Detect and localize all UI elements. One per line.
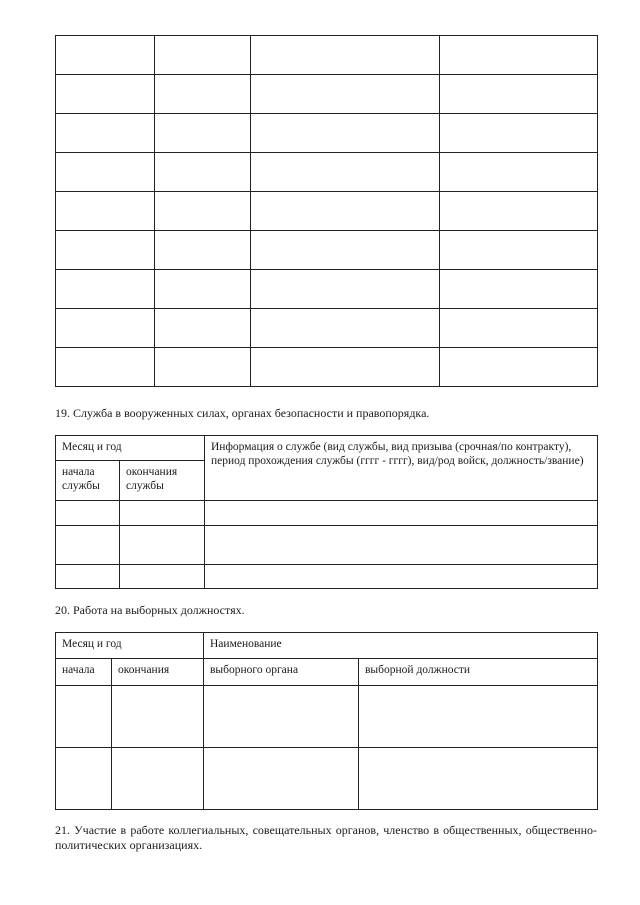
table-cell[interactable] (56, 348, 155, 387)
table-cell[interactable] (56, 231, 155, 270)
month-year-header: Месяц и год (56, 436, 205, 461)
table-cell[interactable] (56, 75, 155, 114)
table-cell[interactable] (251, 192, 440, 231)
table-cell[interactable] (440, 231, 598, 270)
section-19-title: 19. Служба в вооруженных силах, органах безопасности и правопорядка. (55, 406, 430, 420)
table-row (56, 270, 598, 309)
table-cell[interactable] (440, 348, 598, 387)
elected-position-header: выборной должности (359, 659, 598, 686)
table-cell[interactable] (251, 36, 440, 75)
elected-end-header: окончания (112, 659, 204, 686)
table-row (56, 686, 598, 748)
name-header: Наименование (204, 633, 598, 659)
table-cell[interactable] (251, 114, 440, 153)
table-cell[interactable] (440, 114, 598, 153)
military-service-table (55, 435, 598, 589)
table-row (56, 153, 598, 192)
section-21-title: 21. Участие в работе коллегиальных, совещательных органов, членство в общественных, общественно-политических организациях. (55, 823, 597, 852)
table-cell[interactable] (155, 309, 251, 348)
table-cell[interactable] (440, 153, 598, 192)
table-cell[interactable] (251, 231, 440, 270)
table-cell[interactable] (56, 309, 155, 348)
table-row (56, 348, 598, 387)
table-row (56, 501, 598, 526)
table-cell[interactable] (251, 309, 440, 348)
table-cell[interactable] (155, 75, 251, 114)
month-year-header: Месяц и год (56, 633, 204, 659)
table-row (56, 36, 598, 75)
table-cell[interactable] (56, 153, 155, 192)
table-cell[interactable] (251, 270, 440, 309)
table-row (56, 748, 598, 810)
elected-positions-table (55, 632, 598, 810)
table-cell[interactable] (155, 36, 251, 75)
table-cell[interactable] (56, 192, 155, 231)
table-cell[interactable] (56, 114, 155, 153)
service-info-header: Информация о службе (вид службы, вид призыва (срочная/по контракту), период прохождения службы (гггг - гггг), вид/род войск, должность/звание) (205, 436, 598, 501)
table-cell[interactable] (251, 348, 440, 387)
table-cell[interactable] (155, 231, 251, 270)
table-row (56, 231, 598, 270)
table-row (56, 75, 598, 114)
table-cell[interactable] (155, 114, 251, 153)
table-cell[interactable] (155, 348, 251, 387)
elected-organ-header: выборного органа (204, 659, 359, 686)
table-cell[interactable] (440, 36, 598, 75)
table-cell[interactable] (155, 192, 251, 231)
table-cell[interactable] (155, 270, 251, 309)
table-row (56, 526, 598, 565)
table-cell[interactable] (251, 153, 440, 192)
table-cell[interactable] (440, 270, 598, 309)
service-end-header: окончания службы (120, 461, 205, 501)
service-start-header: начала службы (56, 461, 120, 501)
table-cell[interactable] (251, 75, 440, 114)
table-cell[interactable] (440, 192, 598, 231)
table-cell[interactable] (440, 75, 598, 114)
table-cell[interactable] (56, 36, 155, 75)
continuation-table (55, 35, 598, 387)
table-cell[interactable] (440, 309, 598, 348)
section-20-title: 20. Работа на выборных должностях. (55, 603, 245, 617)
table-row (56, 309, 598, 348)
table-row (56, 192, 598, 231)
table-cell[interactable] (155, 153, 251, 192)
table-row (56, 114, 598, 153)
table-cell[interactable] (56, 270, 155, 309)
table-row (56, 565, 598, 589)
elected-start-header: начала (56, 659, 112, 686)
